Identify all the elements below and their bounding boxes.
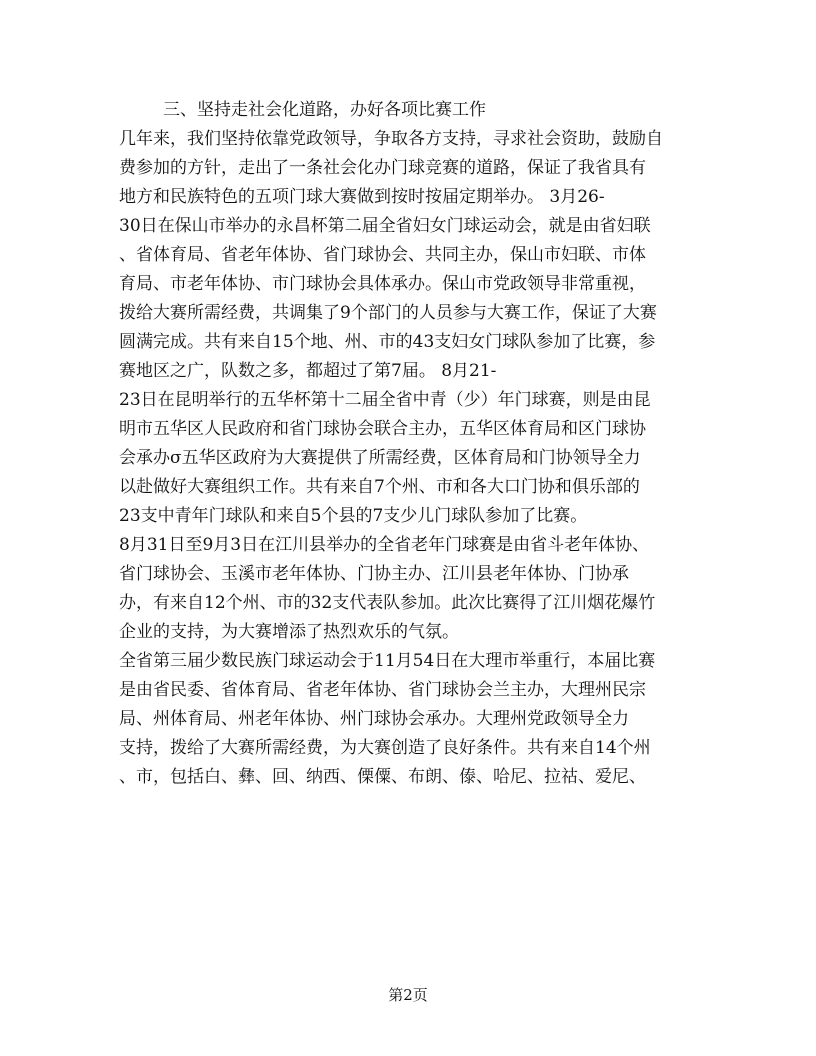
paragraph-line: 局、州体育局、州老年体协、州门球协会承办。大理州党政领导全力 — [119, 709, 629, 729]
page-number: 第2页 — [388, 986, 428, 1004]
paragraph-line: 育局、市老年体协、市门球协会具体承办。保山市党政领导非常重视， — [119, 274, 646, 294]
paragraph-line: 费参加的方针，走出了一条社会化办门球竞赛的道路，保证了我省具有 — [119, 158, 646, 178]
paragraph-line: 是由省民委、省体育局、省老年体协、省门球协会兰主办，大理州民宗 — [119, 680, 646, 700]
paragraph-line: 、省体育局、省老年体协、省门球协会、共同主办，保山市妇联、市体 — [119, 245, 646, 265]
paragraph-line: 办，有来自12个州、市的32支代表队参加。此次比赛得了江川烟花爆竹 — [119, 593, 656, 613]
paragraph-line: 会承办σ五华区政府为大赛提供了所需经费，区体育局和门协领导全力 — [119, 448, 641, 468]
paragraph-line: 8月31日至9月3日在江川县举办的全省老年门球赛是由省斗老年体协、 — [119, 535, 650, 555]
paragraph-line: 拨给大赛所需经费，共调集了9个部门的人员参与大赛工作，保证了大赛 — [119, 303, 657, 323]
paragraph-line: 省门球协会、玉溪市老年体协、门协主办、江川县老年体协、门协承 — [119, 564, 629, 584]
paragraph-line: 23日在昆明举行的五华杯第十二届全省中青（少）年门球赛，则是由昆 — [119, 390, 651, 410]
paragraph-line: 全省第三届少数民族门球运动会于11月54日在大理市举重行，本届比赛 — [119, 651, 656, 671]
paragraph-line: 以赴做好大赛组织工作。共有来自7个州、市和各大口门协和俱乐部的 — [119, 477, 640, 497]
document-body — [119, 96, 704, 792]
paragraph-line: 几年来，我们坚持依靠党政领导，争取各方支持，寻求社会资助，鼓励自 — [119, 129, 663, 149]
paragraph-line: 23支中青年门球队和来自5个县的7支少儿门球队参加了比赛。 — [119, 506, 588, 526]
paragraph-line: 、市，包括白、彝、回、纳西、傈僳、布朗、傣、哈尼、拉祜、爱尼、 — [119, 767, 646, 787]
paragraph-line: 支持，拨给了大赛所需经费，为大赛创造了良好条件。共有来自14个州 — [119, 738, 651, 758]
paragraph-line: 明市五华区人民政府和省门球协会联合主办，五华区体育局和区门球协 — [119, 419, 646, 439]
paragraph-line: 圆满完成。共有来自15个地、州、市的43支妇女门球队参加了比赛，参 — [119, 332, 656, 352]
paragraph-line: 赛地区之广，队数之多，都超过了第7届。 8月21- — [119, 361, 497, 381]
paragraph-line: 地方和民族特色的五项门球大赛做到按时按届定期举办。 3月26- — [119, 187, 605, 207]
section-heading: 三、坚持走社会化道路，办好各项比赛工作 — [163, 100, 486, 120]
paragraph-line: 30日在保山市举办的永昌杯第二届全省妇女门球运动会，就是由省妇联 — [119, 216, 651, 236]
paragraph-line: 企业的支持，为大赛增添了热烈欢乐的气氛。 — [119, 622, 459, 642]
